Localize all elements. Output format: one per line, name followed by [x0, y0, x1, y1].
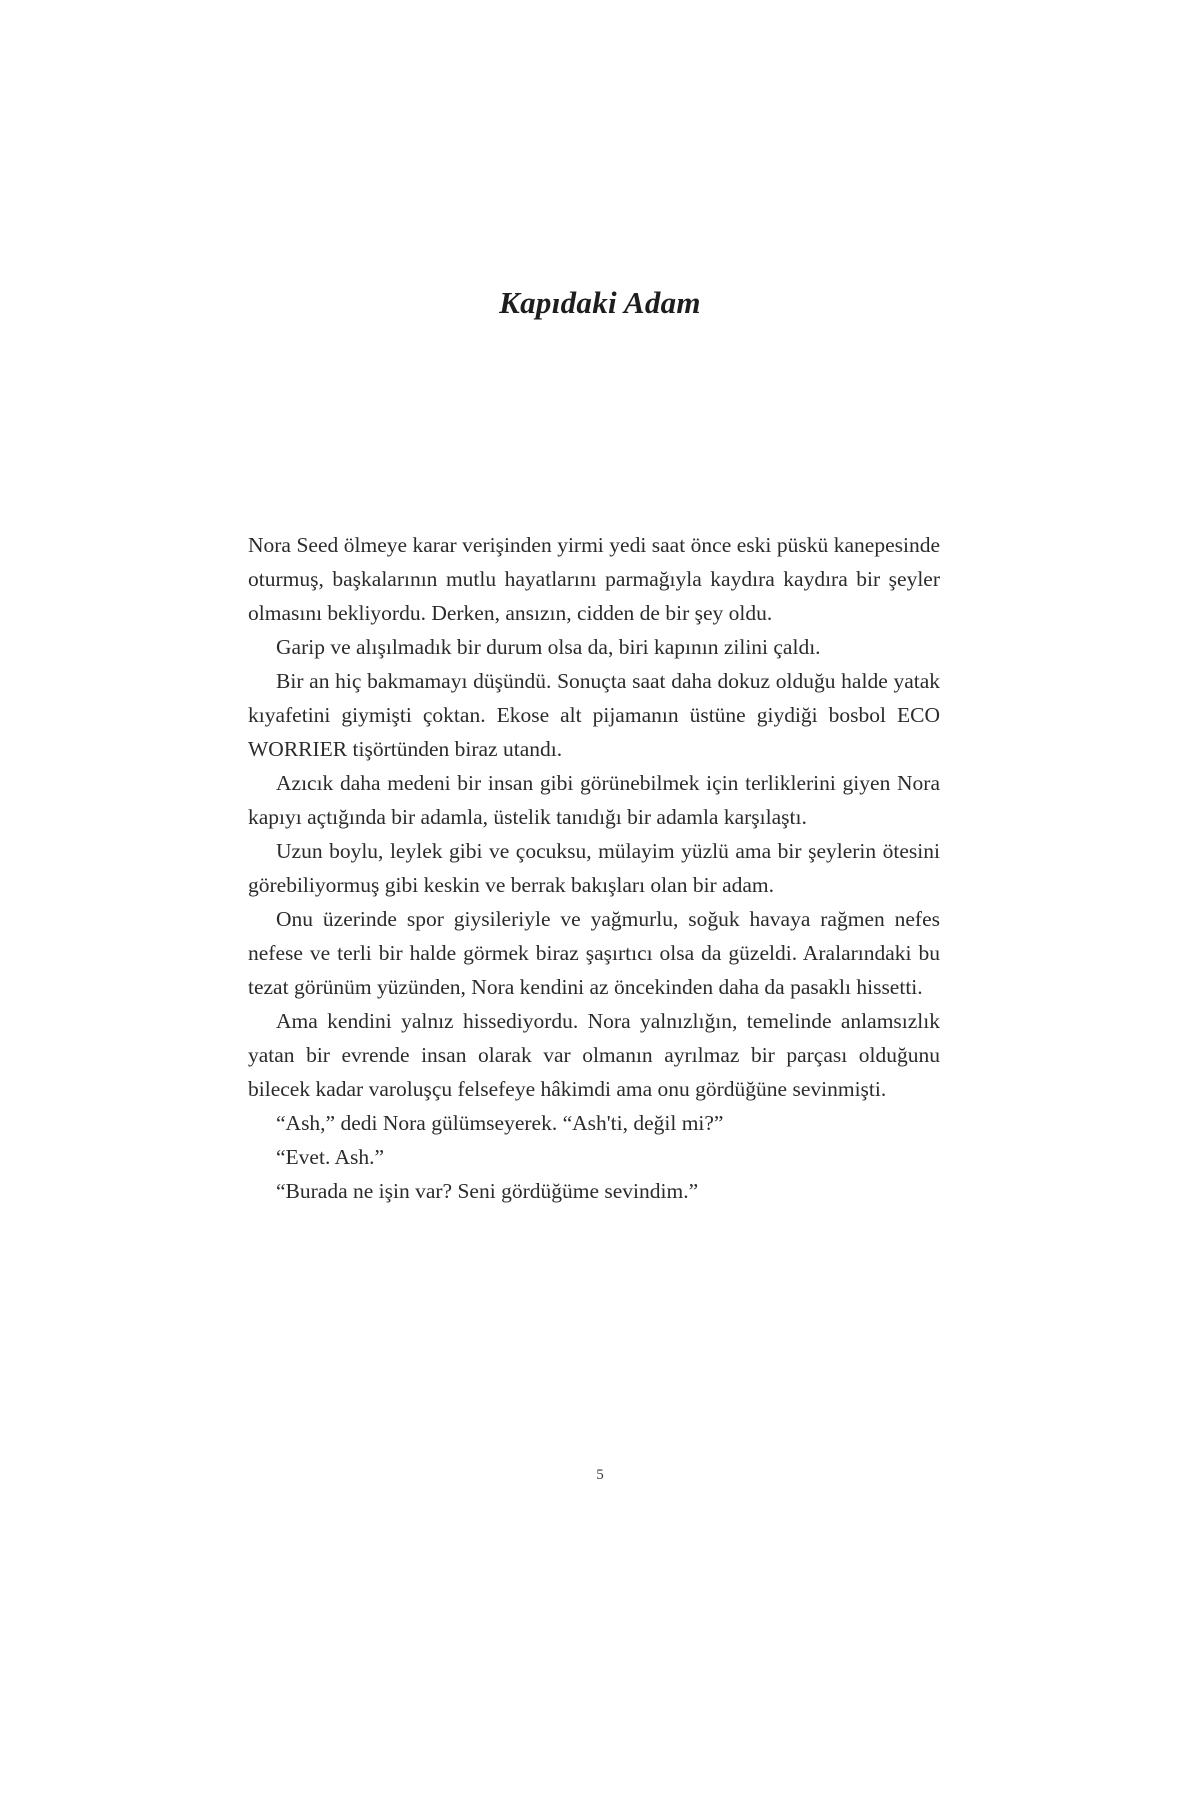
paragraph: Garip ve alışılmadık bir durum olsa da, biri kapının zilini çaldı. [276, 635, 821, 659]
page-number: 5 [596, 1467, 604, 1483]
chapter-title: Kapıdaki Adam [499, 285, 701, 320]
paragraph: Onu üzerinde spor giysileriyle ve yağmurlu, soğuk havaya rağmen nefes nefese ve terli bir halde görmek biraz şaşırtıcı olsa da güzeldi. Aralarındaki bu tezat görünüm yüzünden, Nora kendini az öncekinden daha da pasaklı hissetti. [248, 907, 940, 999]
paragraph: Ama kendini yalnız hissediyordu. Nora yalnızlığın, temelinde anlamsızlık yatan bir evrende insan olarak var olmanın ayrılmaz bir parçası olduğunu bilecek kadar varoluşçu felsefeye hâkimdi ama onu gördüğüne sevinmişti. [248, 1009, 940, 1101]
paragraph: Uzun boylu, leylek gibi ve çocuksu, mülayim yüzlü ama bir şeylerin ötesini görebiliyormuş gibi keskin ve berrak bakışları olan bir adam. [248, 839, 940, 897]
paragraph: Bir an hiç bakmamayı düşündü. Sonuçta saat daha dokuz olduğu halde yatak kıyafetini giymişti çoktan. Ekose alt pijamanın üstüne giydiği bosbol ECO WORRIER tişörtünden biraz utandı. [248, 669, 940, 761]
paragraph: “Ash,” dedi Nora gülümseyerek. “Ash'ti, değil mi?” [276, 1111, 724, 1135]
paragraph: “Evet. Ash.” [276, 1145, 385, 1169]
paragraph: Nora Seed ölmeye karar verişinden yirmi yedi saat önce eski püskü kanepesinde oturmuş, başkalarının mutlu hayatlarını parmağıyla kaydıra kaydıra bir şeyler olmasını bekliyordu. Derken, ansızın, cidden de bir şey oldu. [248, 533, 940, 625]
paragraph: “Burada ne işin var? Seni gördüğüme sevindim.” [276, 1179, 699, 1203]
body-text [248, 528, 940, 1208]
paragraph: Azıcık daha medeni bir insan gibi görünebilmek için terliklerini giyen Nora kapıyı açtığında bir adamla, üstelik tanıdığı bir adamla karşılaştı. [248, 771, 940, 829]
